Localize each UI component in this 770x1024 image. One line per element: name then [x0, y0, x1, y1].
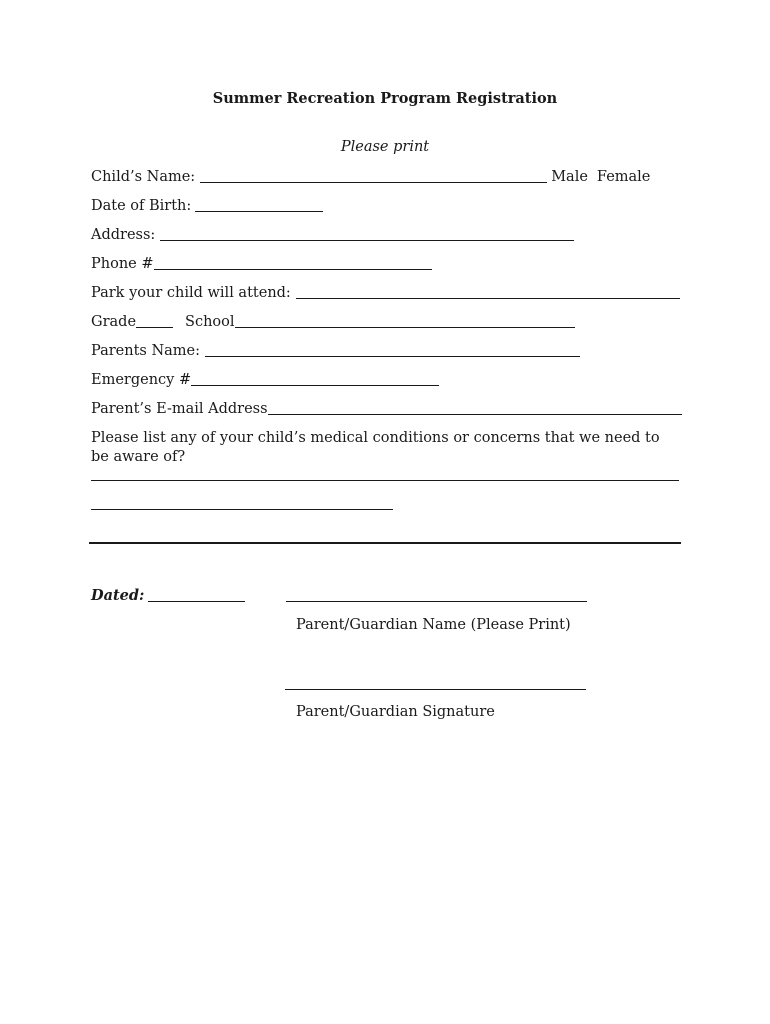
dob-field[interactable]	[195, 197, 323, 212]
grade-school-row	[91, 313, 575, 331]
phone-field[interactable]	[154, 255, 432, 270]
guardian-signature-caption: Parent/Guardian Signature	[296, 704, 495, 720]
park-field[interactable]	[296, 284, 680, 299]
grade-field[interactable]	[136, 313, 173, 328]
form-title: Summer Recreation Program Registration	[212, 90, 558, 107]
guardian-signature-line[interactable]	[285, 689, 586, 690]
guardian-name-caption: Parent/Guardian Name (Please Print)	[296, 617, 571, 633]
address-field[interactable]	[160, 226, 574, 241]
parents-name-field[interactable]	[205, 342, 580, 357]
female-option[interactable]: Female	[596, 169, 651, 185]
child-name-label: Child’s Name:	[91, 169, 196, 185]
child-name-row	[91, 168, 650, 186]
dated-row	[91, 587, 245, 605]
dated-label: Dated:	[91, 587, 145, 604]
parents-name-row	[91, 342, 580, 360]
address-row	[91, 226, 574, 244]
parents-name-label: Parents Name:	[91, 343, 201, 359]
address-label: Address:	[91, 227, 156, 243]
phone-label: Phone #	[91, 256, 154, 272]
park-label: Park your child will attend:	[91, 285, 291, 301]
grade-label: Grade	[91, 314, 137, 330]
child-name-field[interactable]	[200, 168, 547, 183]
school-label: School	[185, 314, 235, 330]
email-field[interactable]	[268, 400, 682, 415]
guardian-name-line[interactable]	[286, 601, 587, 602]
medical-question: Please list any of your child’s medical conditions or concerns that we need to be aware of?	[91, 430, 660, 465]
emergency-row	[91, 371, 439, 389]
form-subtitle: Please print	[340, 139, 430, 155]
dob-row	[91, 197, 323, 215]
dated-field[interactable]	[148, 587, 245, 602]
park-row	[91, 284, 680, 302]
medical-answer-line-2[interactable]	[91, 509, 393, 510]
email-label: Parent’s E-mail Address	[91, 401, 268, 417]
medical-answer-line-1[interactable]	[91, 480, 679, 481]
phone-row	[91, 255, 432, 273]
male-option[interactable]: Male	[551, 169, 588, 185]
section-divider	[89, 542, 681, 544]
emergency-field[interactable]	[191, 371, 439, 386]
email-row	[91, 400, 682, 418]
dob-label: Date of Birth:	[91, 198, 192, 214]
emergency-label: Emergency #	[91, 372, 192, 388]
school-field[interactable]	[235, 313, 575, 328]
